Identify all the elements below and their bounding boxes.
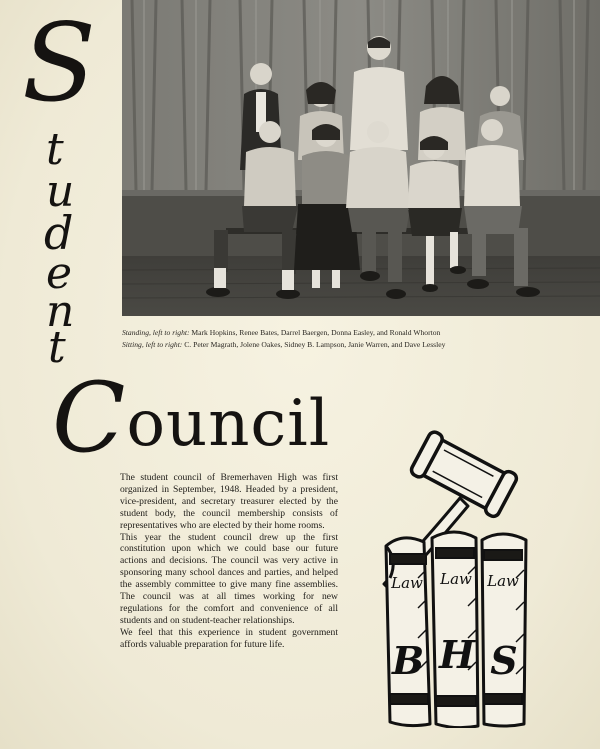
- title-letter: u: [46, 166, 75, 217]
- title-letter: d: [44, 206, 74, 260]
- article-paragraph: This year the student council drew up the first constitution upon which we could base our future actions and decisions. The council was very active in sponsoring many school dances and parties, and helped the assembly committee to give many fine assemblies. The council was at all times working for new regulations for the comfort and convenience of all students and on student-teacher relationships.: [120, 531, 338, 626]
- book-label: Law: [487, 572, 519, 590]
- book-letter: S: [490, 638, 518, 683]
- book-label: Law: [440, 570, 472, 588]
- title-letter: S: [22, 1, 96, 126]
- group-photo: [122, 0, 600, 316]
- book-letter: B: [391, 638, 425, 683]
- title-letter: e: [46, 248, 73, 299]
- article-paragraph: We feel that this experience in student government affords valuable preparation for future life.: [120, 626, 338, 650]
- caption-sitting-names: C. Peter Magrath, Jolene Oakes, Sidney B. Lampson, Janie Warren, and Dave Lessley: [184, 339, 446, 349]
- title-letter: t: [46, 124, 64, 175]
- book-label: Law: [391, 574, 423, 592]
- caption-standing-names: Mark Hopkins, Renee Bates, Darrel Baergen, Donna Easley, and Ronald Whorton: [191, 328, 441, 337]
- caption-standing-line: [122, 327, 592, 339]
- caption-standing-lead: Standing, left to right:: [122, 328, 190, 337]
- title-student-vertical: [0, 0, 120, 380]
- title-council-initial: C: [52, 362, 127, 474]
- title-council: [52, 362, 331, 474]
- caption-sitting-line: [122, 339, 592, 351]
- title-council-rest: ouncil: [126, 387, 331, 461]
- title-letter: t: [48, 322, 66, 373]
- title-letter: n: [46, 286, 75, 337]
- article-body: [120, 472, 338, 651]
- gavel-and-law-books-illustration: [378, 428, 538, 728]
- article-paragraph: The student council of Bremerhaven High was first organized in September, 1948. Headed by a president, vice-president, and secretary treasurer elected by the student body, the council membership consists of representatives who are elected by their home rooms.: [120, 472, 338, 531]
- caption-sitting-lead: Sitting, left to right:: [122, 339, 183, 349]
- book-letter: H: [439, 632, 475, 677]
- photo-caption: [122, 327, 592, 350]
